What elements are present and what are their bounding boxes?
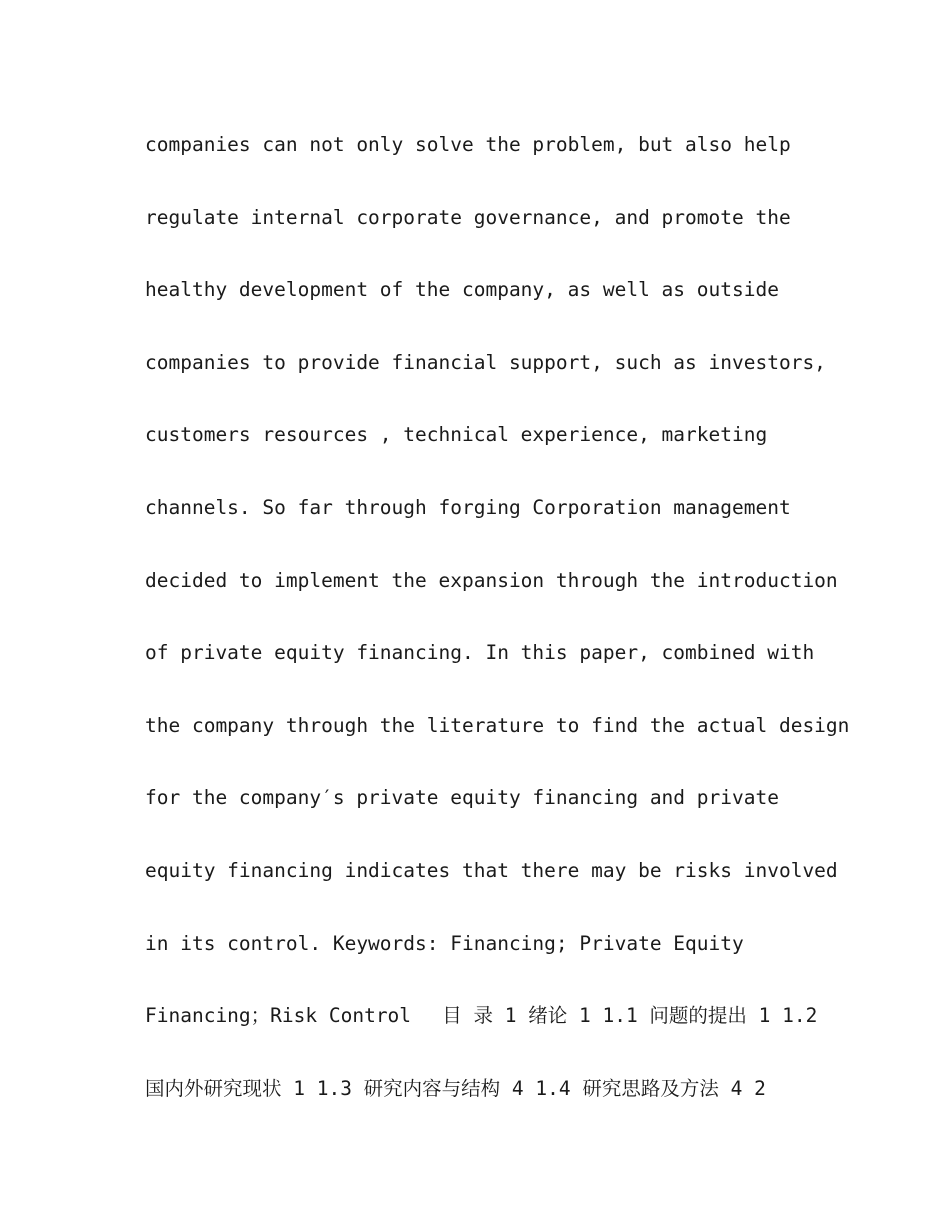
text-line: for the company′s private equity financing and private [145,786,779,810]
text-line: equity financing indicates that there may be risks involved [145,858,838,882]
text-line: Financing；Risk Control 目 录 1 绪论 1 1.1 问题的提出 1 1.2 [145,1004,818,1028]
text-line: companies to provide financial support, such as investors, [145,350,826,374]
text-line: in its control. Keywords: Financing; Private Equity [145,931,744,955]
text-line: decided to implement the expansion through the introduction [145,568,838,592]
text-line: regulate internal corporate governance, and promote the [145,205,791,229]
text-line: companies can not only solve the problem, but also help [145,133,791,156]
text-line: of private equity financing. In this paper, combined with [145,641,815,665]
text-line: channels. So far through forging Corporation management [145,495,791,519]
body-text [145,126,850,1142]
text-line: customers resources , technical experience, marketing [145,423,768,447]
text-line: the company through the literature to find the actual design [145,713,850,737]
text-line: healthy development of the company, as well as outside [145,278,779,302]
text-line: 国内外研究现状 1 1.3 研究内容与结构 4 1.4 研究思路及方法 4 2 [145,1076,766,1100]
